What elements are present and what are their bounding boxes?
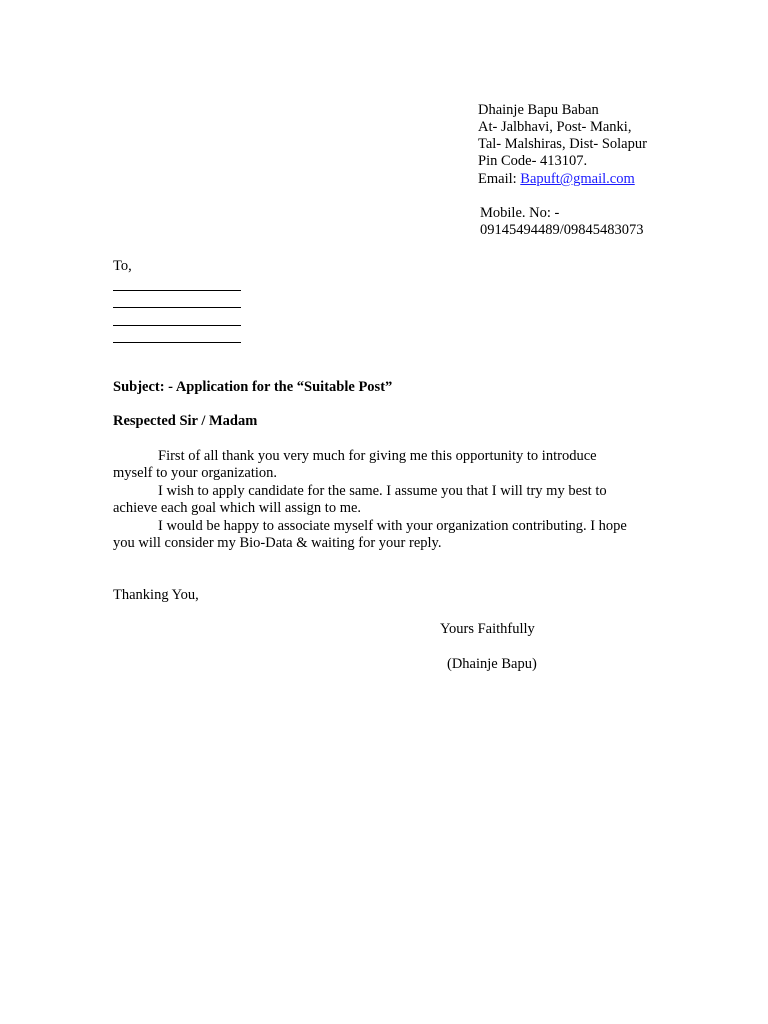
subject-line: Subject: - Application for the “Suitable Post” bbox=[113, 379, 393, 395]
body-p3-line1: I would be happy to associate myself with your organization contributing. I hope bbox=[158, 518, 627, 534]
body-p1-line2: myself to your organization. bbox=[113, 465, 278, 481]
body-p2-line2: achieve each goal which will assign to me. bbox=[113, 500, 362, 516]
sign-off: Yours Faithfully bbox=[440, 621, 535, 637]
sender-pin: Pin Code- 413107. bbox=[478, 153, 588, 169]
to-label: To, bbox=[113, 258, 132, 274]
mobile-label: Mobile. No: - bbox=[480, 205, 560, 221]
email-label: Email: bbox=[478, 171, 521, 187]
recipient-blank-line-1 bbox=[113, 290, 241, 291]
recipient-blank-line-4 bbox=[113, 342, 241, 343]
sender-address-line2: Tal- Malshiras, Dist- Solapur bbox=[478, 136, 647, 152]
body-p1-line1: First of all thank you very much for giving me this opportunity to introduce bbox=[158, 448, 597, 464]
thanking-line: Thanking You, bbox=[113, 587, 199, 603]
sender-name: Dhainje Bapu Baban bbox=[478, 102, 599, 118]
sender-address-line1: At- Jalbhavi, Post- Manki, bbox=[478, 119, 632, 135]
sender-email-row bbox=[478, 171, 635, 188]
mobile-numbers: 09145494489/09845483073 bbox=[480, 222, 644, 238]
salutation: Respected Sir / Madam bbox=[113, 413, 258, 429]
signature-name: (Dhainje Bapu) bbox=[447, 656, 537, 672]
recipient-blank-line-2 bbox=[113, 307, 241, 308]
recipient-blank-line-3 bbox=[113, 325, 241, 326]
body-p2-line1: I wish to apply candidate for the same. I assume you that I will try my best to bbox=[158, 483, 607, 499]
body-p3-line2: you will consider my Bio-Data & waiting for your reply. bbox=[113, 535, 442, 551]
email-link[interactable]: Bapuft@gmail.com bbox=[520, 171, 635, 187]
